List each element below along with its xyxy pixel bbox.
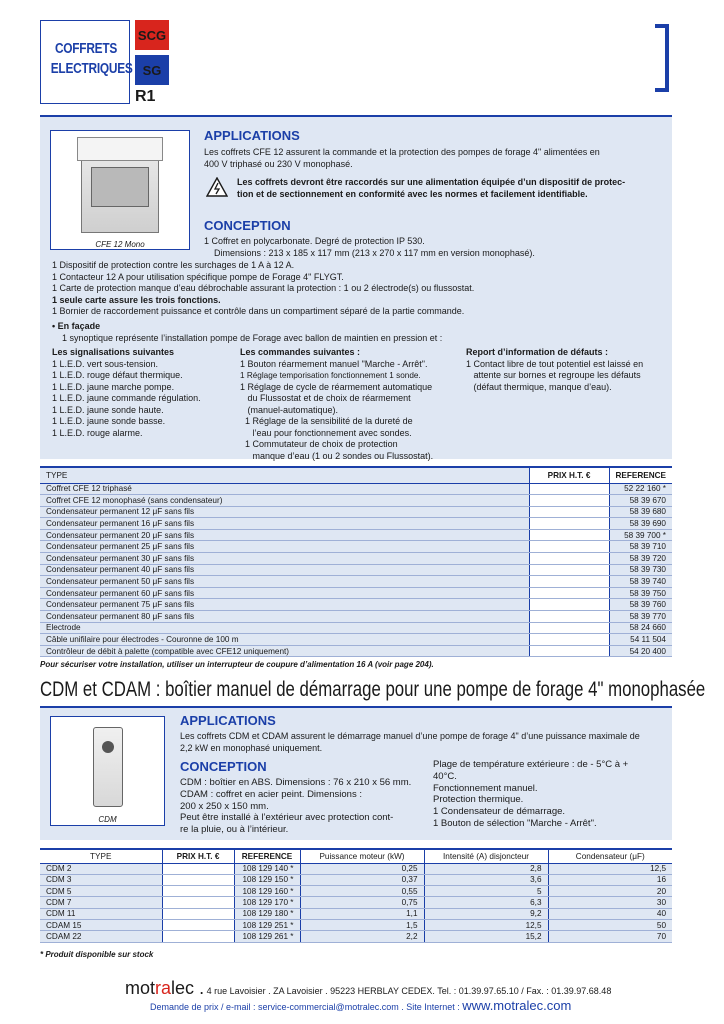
type-cell: CDM 7	[40, 897, 162, 908]
applications-text-line2: 400 V triphasé ou 230 V monophasé.	[204, 158, 353, 169]
footer-address-line	[125, 978, 611, 999]
table-row	[40, 645, 672, 657]
capacitor-cell: 40	[548, 908, 672, 919]
reference-cell: 108 129 170 *	[234, 897, 300, 908]
reference-cell: 108 129 140 *	[234, 863, 300, 874]
power-cell: 0,25	[300, 863, 424, 874]
price-cell	[162, 908, 234, 919]
type-cell: Electrode	[40, 622, 529, 634]
type-cell: Condensateur permanent 60 μF sans fils	[40, 587, 529, 599]
price-cell	[529, 611, 609, 623]
table-row	[40, 495, 672, 507]
list-item: 200 x 250 x 150 mm.	[180, 800, 269, 812]
synoptique-text: 1 synoptique représente l’installation pompe de Forage avec ballon de maintien en pression et :	[62, 332, 443, 343]
list-item: manque d’eau (1 ou 2 sondes ou Flussostat).	[240, 450, 434, 461]
price-cell	[162, 874, 234, 885]
table-row	[40, 564, 672, 576]
column-header: TYPE	[40, 849, 162, 863]
reference-cell: 58 39 670	[609, 495, 672, 507]
type-cell: Condensateur permanent 80 μF sans fils	[40, 611, 529, 623]
table-row	[40, 634, 672, 646]
reference-cell: 108 129 180 *	[234, 908, 300, 919]
type-cell: CDM 5	[40, 886, 162, 897]
list-item: 1 L.E.D. rouge alarme.	[52, 427, 143, 438]
breaker-cell: 3,6	[424, 874, 548, 885]
list-item: Protection thermique.	[433, 794, 524, 806]
logo-part: mot	[125, 978, 156, 998]
type-cell: Coffret CFE 12 monophasé (sans condensateur)	[40, 495, 529, 507]
list-item: attente sur bornes et regroupe les défauts	[466, 370, 641, 380]
list-item: 40°C.	[433, 770, 457, 782]
breaker-cell: 6,3	[424, 897, 548, 908]
column-header: TYPE	[40, 467, 529, 483]
column-header: REFERENCE	[234, 849, 300, 863]
power-cell: 0,75	[300, 897, 424, 908]
price-cell	[529, 599, 609, 611]
column-header: Condensateur (μF)	[548, 849, 672, 863]
list-item: 1 Réglage temporisation fonctionnement 1 sonde.	[240, 371, 421, 380]
logo-part: .	[199, 978, 205, 998]
defauts-column	[466, 347, 643, 393]
type-cell: Condensateur permanent 75 μF sans fils	[40, 599, 529, 611]
list-item: CDAM : coffret en acier peint. Dimensions :	[180, 788, 362, 800]
table-row	[40, 908, 672, 919]
reference-cell: 54 20 400	[609, 645, 672, 657]
type-cell: Condensateur permanent 12 μF sans fils	[40, 506, 529, 518]
list-item: du Flussostat et de choix de réarmement	[240, 393, 411, 403]
list-item: l’eau pour fonctionnement avec sondes.	[240, 427, 412, 438]
cdm-conception-right	[433, 759, 628, 830]
list-item: 1 Condensateur de démarrage.	[433, 806, 566, 818]
list-item: 1 L.E.D. jaune sonde haute.	[52, 404, 164, 415]
price-cell	[529, 506, 609, 518]
type-cell: Coffret CFE 12 triphasé	[40, 483, 529, 495]
list-item: 1 Contact libre de tout potentiel est laissé en	[466, 358, 644, 369]
list-item: 1 Bouton réarmement manuel "Marche - Arrêt".	[240, 358, 428, 369]
price-cell	[162, 931, 234, 942]
cfe12-photo-caption: CFE 12 Mono	[95, 240, 145, 249]
table-row	[40, 863, 672, 874]
table-row	[40, 919, 672, 930]
badge-scg: SCG	[135, 20, 169, 50]
type-cell: CDAM 22	[40, 931, 162, 942]
reference-cell: 108 129 160 *	[234, 886, 300, 897]
header-title-line2: ELECTRIQUES	[50, 61, 133, 77]
reference-cell: 58 24 660	[609, 622, 672, 634]
header-title-box	[40, 20, 133, 104]
price-cell	[529, 495, 609, 507]
column-header: Intensité (A) disjoncteur	[424, 849, 548, 863]
cdm-applications-heading: APPLICATIONS	[180, 713, 276, 728]
warning-text-line1: Les coffrets devront être raccordés sur une alimentation équipée d’un dispositif de protec-	[237, 177, 626, 187]
table-row	[40, 541, 672, 553]
website-link[interactable]: www.motralec.com	[462, 998, 572, 1013]
list-item: 1 L.E.D. vert sous-tension.	[52, 358, 159, 369]
list-item: 1 L.E.D. rouge défaut thermique.	[52, 370, 183, 380]
applications-text-line1: Les coffrets CFE 12 assurent la commande et la protection des pompes de forage 4" alimentées en	[204, 147, 600, 157]
applications-heading: APPLICATIONS	[204, 128, 300, 143]
list-item: re la pluie, ou à l’intérieur.	[180, 824, 289, 836]
conception-heading: CONCEPTION	[204, 218, 291, 233]
table-row	[40, 611, 672, 623]
en-facade-label: • En façade	[52, 321, 101, 331]
price-cell	[529, 541, 609, 553]
type-cell: CDAM 15	[40, 919, 162, 930]
capacitor-cell: 20	[548, 886, 672, 897]
conception-line1: 1 Coffret en polycarbonate. Degré de protection IP 530.	[204, 236, 425, 246]
price-cell	[529, 576, 609, 588]
type-cell: CDM 3	[40, 874, 162, 885]
table-row	[40, 874, 672, 885]
price-cell	[529, 483, 609, 495]
applications-text	[204, 147, 666, 170]
footer-contact-line	[150, 998, 571, 1013]
footer-address: 4 rue Lavoisier . ZA Lavoisier . 95223 HERBLAY CEDEX. Tel. : 01.39.97.65.10 / Fax. : 01.39.97.68.48	[204, 986, 612, 996]
capacitor-cell: 30	[548, 897, 672, 908]
cdm-applications-line1: Les coffrets CDM et CDAM assurent le démarrage manuel d’une pompe de forage 4" d’une puissance maximale de	[180, 731, 640, 741]
stock-note: * Produit disponible sur stock	[40, 950, 154, 959]
type-cell: Condensateur permanent 16 μF sans fils	[40, 518, 529, 530]
breaker-cell: 5	[424, 886, 548, 897]
table-row	[40, 506, 672, 518]
conception-item: 1 Contacteur 12 A pour utilisation spécifique pompe de Forage 4" FLYGT.	[52, 271, 344, 282]
capacitor-cell: 16	[548, 874, 672, 885]
reference-cell: 58 39 760	[609, 599, 672, 611]
table-row	[40, 529, 672, 541]
reference-cell: 58 39 690	[609, 518, 672, 530]
warning-text	[237, 177, 667, 200]
cfe12-price-table	[40, 466, 672, 657]
section-code: R1	[135, 88, 156, 105]
header-title-line1: COFFRETS	[54, 41, 118, 57]
conception-line2: Dimensions : 213 x 185 x 117 mm (213 x 270 x 117 mm en version monophasé).	[214, 248, 535, 258]
reference-cell: 108 129 261 *	[234, 931, 300, 942]
list-item: (défaut thermique, manque d’eau).	[466, 381, 612, 392]
cabinet-panel	[91, 167, 149, 207]
table-row	[40, 587, 672, 599]
conception-item: 1 Bornier de raccordement puissance et contrôle dans un compartiment séparé de la partie commande.	[52, 306, 465, 316]
commandes-column	[240, 347, 433, 462]
breaker-cell: 12,5	[424, 919, 548, 930]
price-cell	[529, 634, 609, 646]
price-cell	[529, 529, 609, 541]
logo-part: ra	[155, 978, 172, 998]
reference-cell: 58 39 750	[609, 587, 672, 599]
reference-cell: 108 129 150 *	[234, 874, 300, 885]
table-row	[40, 599, 672, 611]
reference-cell: 52 22 160 *	[609, 483, 672, 495]
capacitor-cell: 70	[548, 931, 672, 942]
reference-cell: 58 39 770	[609, 611, 672, 623]
table-row	[40, 553, 672, 565]
type-cell: CDM 2	[40, 863, 162, 874]
conception-item: 1 Dispositif de protection contre les surchages de 1 A à 12 A.	[52, 260, 295, 270]
breaker-cell: 9,2	[424, 908, 548, 919]
cdm-applications-line2: 2,2 kW en monophasé uniquement.	[180, 742, 323, 753]
column-header: PRIX H.T. €	[529, 467, 609, 483]
cdm-conception-left	[180, 777, 411, 836]
list-item: CDM : boîtier en ABS. Dimensions : 76 x 210 x 56 mm.	[180, 777, 412, 788]
list-item: Plage de température extérieure : de - 5°C à +	[433, 759, 629, 770]
cdm-price-table	[40, 848, 672, 943]
price-cell	[162, 863, 234, 874]
logo-part: lec	[171, 978, 195, 998]
cdm-photo	[50, 716, 165, 826]
list-item: Fonctionnement manuel.	[433, 782, 538, 794]
list-item: 1 Commutateur de choix de protection	[240, 439, 398, 449]
cdm-applications-text	[180, 731, 640, 754]
price-cell	[529, 518, 609, 530]
type-cell: Condensateur permanent 30 μF sans fils	[40, 553, 529, 565]
cdm-section-title: CDM et CDAM : boîtier manuel de démarrage pour une pompe de forage 4" monophasée	[40, 678, 706, 701]
list-item: 1 Réglage de la sensibilité de la dureté de	[240, 416, 413, 426]
reference-cell: 108 129 251 *	[234, 919, 300, 930]
list-item: 1 Bouton de sélection "Marche - Arrêt".	[433, 817, 597, 829]
table-row	[40, 576, 672, 588]
bracket-decoration	[655, 24, 669, 92]
conception-item: 1 Carte de protection manque d’eau débrochable assurant la protection : 1 ou 2 électrode(s) ou flussostat.	[52, 283, 475, 293]
price-cell	[529, 553, 609, 565]
price-cell	[529, 622, 609, 634]
cdm-conception-heading: CONCEPTION	[180, 759, 267, 774]
motralec-logo	[125, 978, 204, 998]
type-cell: Contrôleur de débit à palette (compatible avec CFE12 uniquement)	[40, 645, 529, 657]
reference-cell: 58 39 730	[609, 564, 672, 576]
reference-cell: 58 39 740	[609, 576, 672, 588]
defauts-heading: Report d’information de défauts :	[466, 347, 609, 357]
table-row	[40, 483, 672, 495]
list-item: (manuel-automatique).	[240, 404, 339, 415]
breaker-cell: 2,8	[424, 863, 548, 874]
power-cell: 0,37	[300, 874, 424, 885]
table-row	[40, 931, 672, 942]
capacitor-cell: 50	[548, 919, 672, 930]
cdm-knob	[102, 741, 114, 753]
electric-warning-icon	[206, 177, 228, 197]
reference-cell: 58 39 720	[609, 553, 672, 565]
column-header: Puissance moteur (kW)	[300, 849, 424, 863]
table-row	[40, 886, 672, 897]
reference-cell: 58 39 680	[609, 506, 672, 518]
column-header: PRIX H.T. €	[162, 849, 234, 863]
power-cell: 1,5	[300, 919, 424, 930]
list-item: 1 L.E.D. jaune commande régulation.	[52, 393, 201, 403]
table-row	[40, 518, 672, 530]
power-cell: 1,1	[300, 908, 424, 919]
cdm-photo-caption: CDM	[98, 815, 117, 824]
warning-text-line2: tion et de sectionnement en conformité avec les normes et facilement identifiable.	[237, 188, 588, 199]
table-row	[40, 622, 672, 634]
table-header-row	[40, 467, 672, 483]
price-cell	[162, 897, 234, 908]
type-cell: Condensateur permanent 50 μF sans fils	[40, 576, 529, 588]
capacitor-cell: 12,5	[548, 863, 672, 874]
power-cell: 0,55	[300, 886, 424, 897]
price-cell	[529, 645, 609, 657]
signalisations-column	[52, 347, 201, 439]
power-cell: 2,2	[300, 931, 424, 942]
list-item: 1 L.E.D. jaune marche pompe.	[52, 381, 175, 392]
commandes-heading: Les commandes suivantes :	[240, 347, 361, 357]
reference-cell: 58 39 700 *	[609, 529, 672, 541]
type-cell: Condensateur permanent 40 μF sans fils	[40, 564, 529, 576]
table-header-row	[40, 849, 672, 863]
reference-cell: 54 11 504	[609, 634, 672, 646]
conception-bold-item: 1 seule carte assure les trois fonctions.	[52, 294, 221, 305]
cabinet-lid	[77, 137, 163, 161]
list-item: Peut être installé à l’extérieur avec protection cont-	[180, 812, 394, 824]
header-title	[50, 39, 133, 79]
type-cell: Condensateur permanent 20 μF sans fils	[40, 529, 529, 541]
breaker-cell: 15,2	[424, 931, 548, 942]
reference-cell: 58 39 710	[609, 541, 672, 553]
list-item: 1 L.E.D. jaune sonde basse.	[52, 416, 166, 426]
type-cell: Condensateur permanent 25 μF sans fils	[40, 541, 529, 553]
cfe12-photo	[50, 130, 190, 250]
price-cell	[529, 587, 609, 599]
cdm-box	[93, 727, 123, 807]
price-cell	[162, 919, 234, 930]
type-cell: CDM 11	[40, 908, 162, 919]
column-header: REFERENCE	[609, 467, 672, 483]
type-cell: Câble unifilaire pour électrodes - Couronne de 100 m	[40, 634, 529, 646]
table1-note: Pour sécuriser votre installation, utiliser un interrupteur de coupure d’alimentation 16 A (voir page 204).	[40, 660, 434, 669]
table-row	[40, 897, 672, 908]
footer-contact: Demande de prix / e-mail : service-commercial@motralec.com . Site Internet :	[150, 1002, 463, 1012]
signalisations-heading: Les signalisations suivantes	[52, 347, 175, 357]
list-item: 1 Réglage de cycle de réarmement automatique	[240, 381, 433, 392]
price-cell	[162, 886, 234, 897]
badge-sg: SG	[135, 55, 169, 85]
price-cell	[529, 564, 609, 576]
